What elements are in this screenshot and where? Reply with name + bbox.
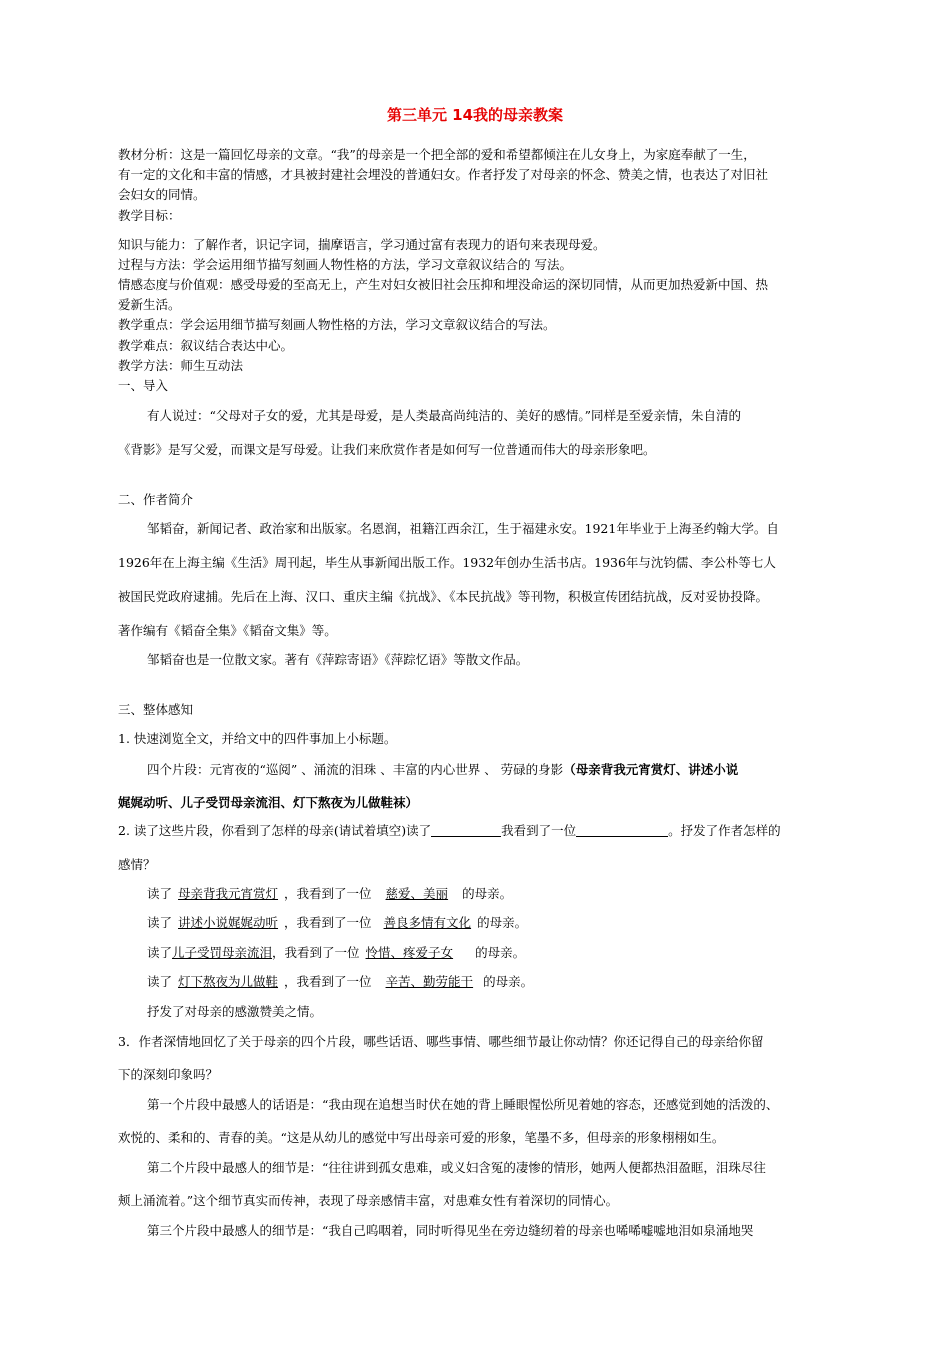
- author-paragraph-line-4: 著作编有《韬奋全集》《韬奋文集》等。: [118, 623, 337, 638]
- read-trait: 辛苦、勤劳能干: [385, 974, 474, 989]
- question-2-line-2: 感情？: [118, 857, 156, 872]
- author-paragraph-line-1: 邹韬奋，新闻记者、政治家和出版家。名恩润，祖籍江西余江，生于福建永安。1921年毕业于上海圣约翰大学。自: [147, 521, 779, 536]
- read-suffix: 的母亲。: [477, 915, 528, 930]
- read-row: [147, 973, 837, 991]
- goals-label: 教学目标：: [118, 208, 181, 223]
- fragment-2-line-2: 颊上涌流着。”这个细节真实而传神，表现了母亲感情丰富，对患难女性有着深切的同情心。: [118, 1193, 619, 1208]
- read-middle: ，我看到了一位: [272, 945, 360, 960]
- author-paragraph-line-2: 1926年在上海主编《生活》周刊起，毕生从事新闻出版工作。1932年创办生活书店。1936年与沈钧儒、李公朴等七人: [118, 555, 776, 570]
- goal-knowledge: 知识与能力：了解作者，识记字词，揣摩语言，学习通过富有表现力的语句来表现母爱。: [118, 237, 606, 252]
- question-2-part-c: 。抒发了作者怎样的: [668, 823, 781, 838]
- document-title: 第三单元 14我的母亲教案: [386, 106, 564, 124]
- read-episode: 讲述小说娓娓动听: [178, 915, 279, 930]
- read-middle: ，我看到了一位: [284, 915, 372, 930]
- read-suffix: 的母亲。: [475, 945, 526, 960]
- fragment-2-line-1: 第二个片段中最感人的细节是：“往往讲到孤女患难，或义妇含冤的凄惨的情形，她两人便都热泪盈眶，泪珠尽往: [147, 1160, 766, 1175]
- read-suffix: 的母亲。: [462, 886, 513, 901]
- goal-process: 过程与方法：学会运用细节描写刻画人物性格的方法，学习文章叙议结合的 写法。: [118, 257, 572, 272]
- key-point: 教学重点：学会运用细节描写刻画人物性格的方法，学习文章叙议结合的写法。: [118, 317, 556, 332]
- read-trait: 善良多情有文化: [383, 915, 472, 930]
- analysis-line-1: 教材分析：这是一篇回忆母亲的文章。“我”的母亲是一个把全部的爱和希望都倾注在儿女身上，为家庭奉献了一生，: [118, 147, 756, 162]
- fragment-3-line-1: 第三个片段中最感人的细节是：“我自己呜咽着，同时听得见坐在旁边缝纫着的母亲也唏唏嘘嘘地泪如泉涌地哭: [147, 1223, 754, 1238]
- question-3-line-1: 3．作者深情地回忆了关于母亲的四个片段，哪些话语、哪些事情、哪些细节最让你动情？你还记得自己的母亲给你留: [118, 1034, 764, 1049]
- question-2: [118, 822, 838, 840]
- intro-paragraph-line-2: 《背影》是写父爱，而课文是写母爱。让我们来欣赏作者是如何写一位普通而伟大的母亲形象吧。: [118, 442, 656, 457]
- read-middle: ，我看到了一位: [284, 974, 372, 989]
- analysis-line-2: 有一定的文化和丰富的情感，才具被封建社会埋没的普通妇女。作者抒发了对母亲的怀念、赞美之情，也表达了对旧社: [118, 167, 769, 182]
- section-1-heading: 一、导入: [118, 378, 169, 393]
- read-suffix: 的母亲。: [483, 974, 534, 989]
- read-trait: 慈爱、美丽: [385, 886, 449, 901]
- read-middle: ，我看到了一位: [284, 886, 372, 901]
- read-prefix: 读了: [147, 945, 173, 960]
- difficulty: 教学难点：叙议结合表达中心。: [118, 338, 294, 353]
- answer-subtitles-1: （母亲背我元宵赏灯、讲述小说: [563, 762, 739, 777]
- question-1: 1. 快速浏览全文，并给文中的四件事加上小标题。: [118, 731, 397, 746]
- read-episode: 儿子受罚母亲流泪: [172, 945, 273, 960]
- read-prefix: 读了: [147, 974, 173, 989]
- fragment-1-line-2: 欢悦的、柔和的、青春的美。“这是从幼儿的感觉中写出母亲可爱的形象，笔墨不多，但母亲的形象栩栩如生。: [118, 1130, 725, 1145]
- question-2-part-b: 我看到了一位: [501, 823, 577, 838]
- goal-emotion-line-1: 情感态度与价值观：感受母爱的至高无上，产生对妇女被旧社会压抑和埋没命运的深切同情，从而更加热爱新中国、热: [118, 277, 769, 292]
- fragment-1-line-1: 第一个片段中最感人的话语是：“我由现在追想当时伏在她的背上睡眼惺忪所见着她的容态，还感觉到她的活泼的、: [147, 1097, 779, 1112]
- question-2-blank-1: [431, 822, 501, 837]
- answer-fragments: 四个片段：元宵夜的“巡阅” 、涌流的泪珠 、丰富的内心世界 、 劳碌的身影: [147, 762, 564, 777]
- intro-paragraph-line-1: 有人说过：“父母对子女的爱，尤其是母爱，是人类最高尚纯洁的、美好的感情。”同样是至爱亲情，朱自清的: [147, 408, 742, 423]
- read-prefix: 读了: [147, 915, 173, 930]
- read-row: [147, 885, 837, 903]
- read-prefix: 读了: [147, 886, 173, 901]
- teaching-method: 教学方法：师生互动法: [118, 358, 244, 373]
- author-paragraph-line-3: 被国民党政府逮捕。先后在上海、汉口、重庆主编《抗战》、《本民抗战》等刊物，积极宣传团结抗战，反对妥协投降。: [118, 589, 769, 604]
- author-paragraph-2: 邹韬奋也是一位散文家。著有《萍踪寄语》《萍踪忆语》等散文作品。: [147, 652, 529, 667]
- read-episode: 灯下熬夜为儿做鞋: [178, 974, 279, 989]
- question-2-conclusion: 抒发了对母亲的感激赞美之情。: [147, 1004, 323, 1019]
- read-trait: 怜惜、疼爱子女: [365, 945, 454, 960]
- question-2-part-a: 2. 读了这些片段，你看到了怎样的母亲(请试着填空)读了: [118, 823, 432, 838]
- question-1-answer-line-1: [147, 761, 837, 779]
- read-episode: 母亲背我元宵赏灯: [178, 886, 279, 901]
- section-2-heading: 二、作者简介: [118, 492, 194, 507]
- question-1-answer-line-2: 娓娓动听、儿子受罚母亲流泪、灯下熬夜为儿做鞋袜）: [118, 795, 419, 810]
- read-row: [147, 944, 837, 962]
- question-2-blank-2: [576, 822, 668, 837]
- goal-emotion-line-2: 爱新生活。: [118, 297, 181, 312]
- read-row: [147, 914, 837, 932]
- section-3-heading: 三、整体感知: [118, 702, 194, 717]
- question-3-line-2: 下的深刻印象吗？: [118, 1067, 219, 1082]
- analysis-line-3: 会妇女的同情。: [118, 187, 206, 202]
